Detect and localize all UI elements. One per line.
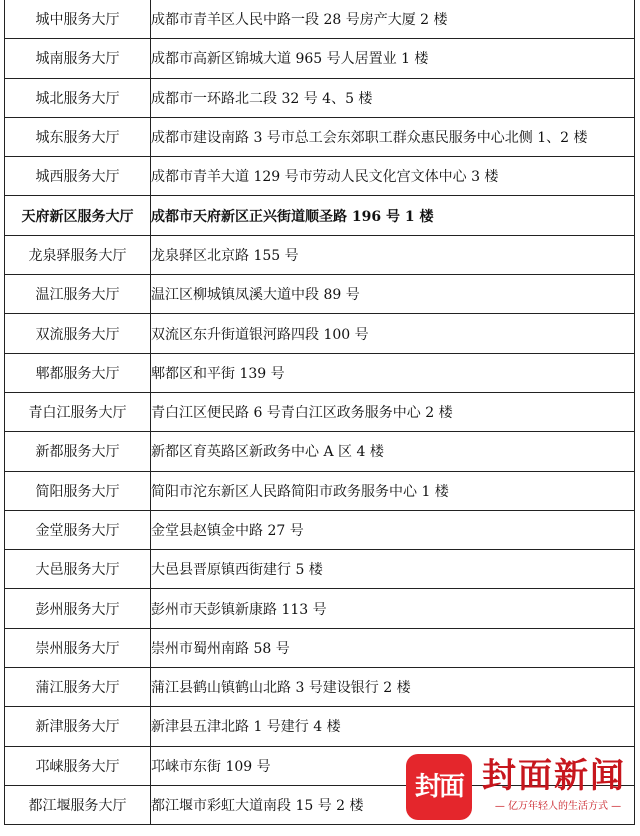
hall-name: 郫都服务大厅 bbox=[5, 353, 151, 392]
table-row bbox=[5, 707, 635, 746]
hall-address: 崇州市蜀州南路 58 号 bbox=[151, 628, 635, 667]
table-row bbox=[5, 314, 635, 353]
hall-address: 简阳市沱东新区人民路简阳市政务服务中心 1 楼 bbox=[151, 471, 635, 510]
hall-address: 成都市青羊大道 129 号市劳动人民文化宫文体中心 3 楼 bbox=[151, 157, 635, 196]
cover-news-slogan: — 亿万年轻人的生活方式 — bbox=[494, 801, 622, 812]
table-row bbox=[5, 39, 635, 78]
hall-name: 金堂服务大厅 bbox=[5, 510, 151, 549]
table-row bbox=[5, 353, 635, 392]
cover-news-wordmark: 封面新闻 bbox=[482, 756, 626, 796]
hall-name: 龙泉驿服务大厅 bbox=[5, 235, 151, 274]
table-row bbox=[5, 510, 635, 549]
table-row bbox=[5, 471, 635, 510]
service-hall-rows bbox=[5, 0, 635, 825]
table-row bbox=[5, 275, 635, 314]
table-row bbox=[5, 117, 635, 156]
hall-name: 青白江服务大厅 bbox=[5, 392, 151, 431]
hall-address: 新都区育英路区新政务中心 A 区 4 楼 bbox=[151, 432, 635, 471]
hall-name: 城东服务大厅 bbox=[5, 117, 151, 156]
hall-address: 新津县五津北路 1 号建行 4 楼 bbox=[151, 707, 635, 746]
hall-address: 蒲江县鹤山镇鹤山北路 3 号建设银行 2 楼 bbox=[151, 668, 635, 707]
table-row bbox=[5, 589, 635, 628]
hall-address: 龙泉驿区北京路 155 号 bbox=[151, 235, 635, 274]
hall-address: 青白江区便民路 6 号青白江区政务服务中心 2 楼 bbox=[151, 392, 635, 431]
hall-name: 城北服务大厅 bbox=[5, 78, 151, 117]
table-row bbox=[5, 157, 635, 196]
service-hall-table bbox=[4, 0, 635, 825]
table-row bbox=[5, 668, 635, 707]
hall-address: 邛崃市东街 109 号 bbox=[151, 746, 635, 785]
cover-news-watermark bbox=[404, 752, 636, 822]
hall-name: 新津服务大厅 bbox=[5, 707, 151, 746]
hall-address: 成都市天府新区正兴街道顺圣路 196 号 1 楼 bbox=[151, 196, 635, 235]
hall-address: 双流区东升街道银河路四段 100 号 bbox=[151, 314, 635, 353]
table-row bbox=[5, 392, 635, 431]
hall-address: 成都市一环路北二段 32 号 4、5 楼 bbox=[151, 78, 635, 117]
hall-name: 双流服务大厅 bbox=[5, 314, 151, 353]
hall-name: 简阳服务大厅 bbox=[5, 471, 151, 510]
hall-name: 城中服务大厅 bbox=[5, 0, 151, 39]
hall-name: 邛崃服务大厅 bbox=[5, 746, 151, 785]
hall-address: 成都市高新区锦城大道 965 号人居置业 1 楼 bbox=[151, 39, 635, 78]
table-row bbox=[5, 550, 635, 589]
table-row bbox=[5, 628, 635, 667]
hall-address: 大邑县晋原镇西街建行 5 楼 bbox=[151, 550, 635, 589]
hall-name: 城西服务大厅 bbox=[5, 157, 151, 196]
hall-address: 彭州市天彭镇新康路 113 号 bbox=[151, 589, 635, 628]
hall-name: 都江堰服务大厅 bbox=[5, 785, 151, 824]
hall-address: 金堂县赵镇金中路 27 号 bbox=[151, 510, 635, 549]
hall-name: 天府新区服务大厅 bbox=[5, 196, 151, 235]
table-row bbox=[5, 432, 635, 471]
table-row bbox=[5, 0, 635, 39]
hall-address: 都江堰市彩虹大道南段 15 号 2 楼 bbox=[151, 785, 635, 824]
hall-address: 成都市建设南路 3 号市总工会东郊职工群众惠民服务中心北侧 1、2 楼 bbox=[151, 117, 635, 156]
hall-address: 温江区柳城镇凤溪大道中段 89 号 bbox=[151, 275, 635, 314]
hall-address: 郫都区和平街 139 号 bbox=[151, 353, 635, 392]
hall-name: 温江服务大厅 bbox=[5, 275, 151, 314]
hall-name: 城南服务大厅 bbox=[5, 39, 151, 78]
hall-name: 大邑服务大厅 bbox=[5, 550, 151, 589]
table-row bbox=[5, 78, 635, 117]
table-row-highlighted bbox=[5, 196, 635, 235]
table-row bbox=[5, 235, 635, 274]
hall-name: 彭州服务大厅 bbox=[5, 589, 151, 628]
hall-name: 崇州服务大厅 bbox=[5, 628, 151, 667]
cover-news-logo-icon: 封面 bbox=[406, 754, 472, 820]
hall-name: 蒲江服务大厅 bbox=[5, 668, 151, 707]
hall-address: 成都市青羊区人民中路一段 28 号房产大厦 2 楼 bbox=[151, 0, 635, 39]
hall-name: 新都服务大厅 bbox=[5, 432, 151, 471]
